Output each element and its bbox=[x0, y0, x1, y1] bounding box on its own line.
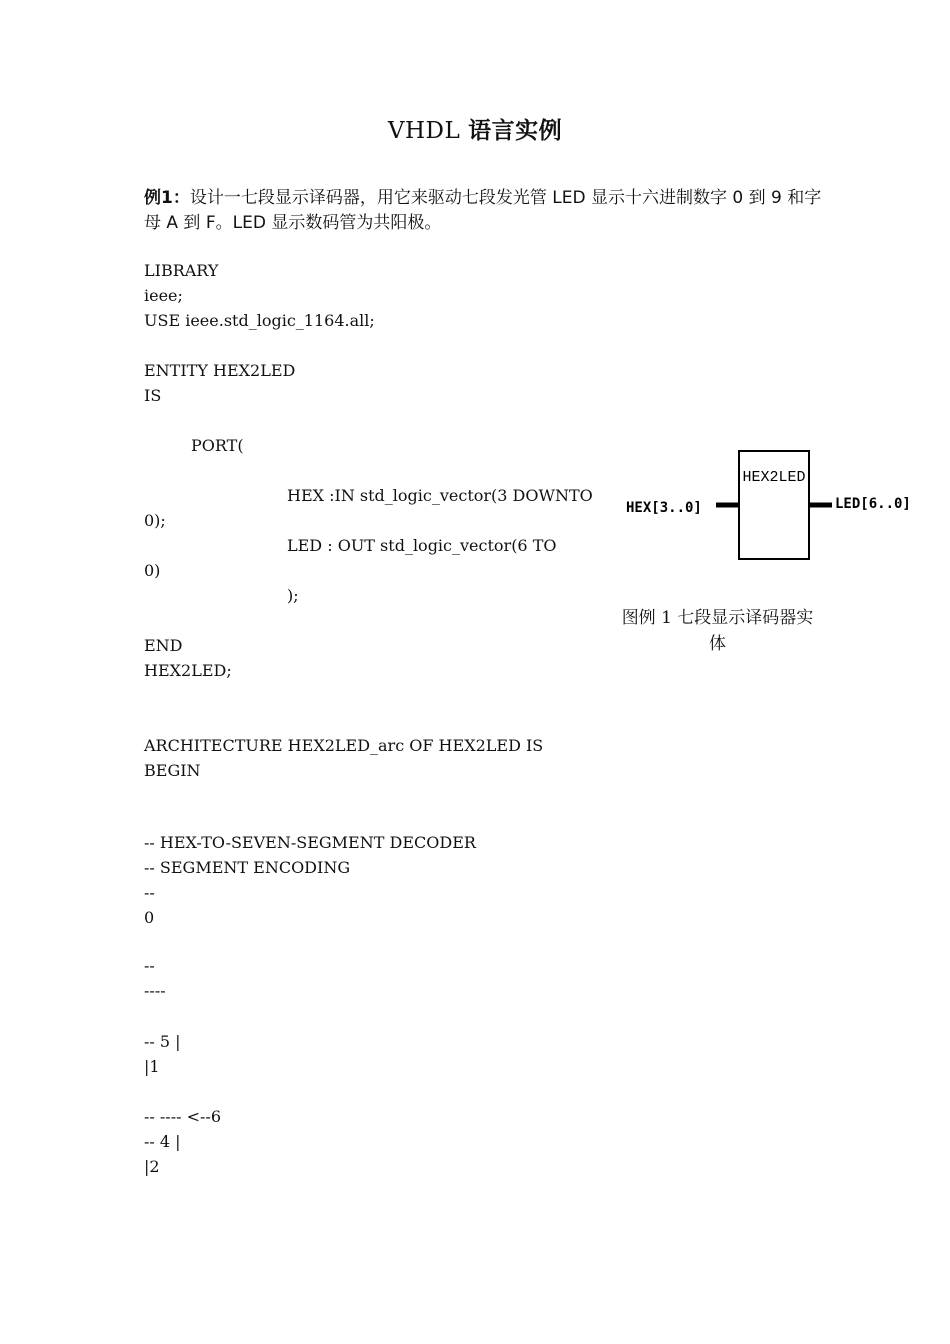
code-line: |1 bbox=[144, 1057, 160, 1076]
output-port-label: LED[6..0] bbox=[835, 496, 911, 512]
code-line: -- ---- <--6 bbox=[144, 1107, 222, 1126]
code-line: ieee; bbox=[144, 286, 183, 305]
code-line: USE ieee.std_logic_1164.all; bbox=[144, 311, 375, 330]
code-line: |2 bbox=[144, 1157, 160, 1176]
code-line: LED : OUT std_logic_vector(6 TO bbox=[287, 536, 557, 555]
intro-paragraph bbox=[144, 186, 824, 236]
code-line: ARCHITECTURE HEX2LED_arc OF HEX2LED IS bbox=[144, 736, 544, 755]
code-line: PORT( bbox=[191, 436, 244, 455]
code-line: 0) bbox=[144, 561, 161, 580]
code-line: -- SEGMENT ENCODING bbox=[144, 858, 351, 877]
code-line: -- bbox=[144, 956, 155, 975]
code-line: HEX2LED; bbox=[144, 661, 232, 680]
code-line: ); bbox=[287, 586, 299, 605]
entity-block-diagram bbox=[622, 445, 932, 570]
figure-caption: 图例 1 七段显示译码器实体 bbox=[621, 608, 814, 654]
code-line: IS bbox=[144, 386, 162, 405]
entity-block bbox=[739, 451, 809, 559]
code-line: LIBRARY bbox=[144, 261, 219, 280]
code-line: -- HEX-TO-SEVEN-SEGMENT DECODER bbox=[144, 833, 476, 852]
title-chinese: 语言实例 bbox=[468, 117, 563, 144]
code-line: 0 bbox=[144, 908, 155, 927]
code-line: -- 5 | bbox=[144, 1032, 181, 1051]
input-port-label: HEX[3..0] bbox=[626, 500, 702, 516]
code-line: END bbox=[144, 636, 183, 655]
code-line: BEGIN bbox=[144, 761, 201, 780]
example-description: 设计一七段显示译码器，用它来驱动七段发光管 LED 显示十六进制数字 0 到 9 和字母 A 到 F。LED 显示数码管为共阳极。 bbox=[144, 188, 822, 233]
code-line: -- bbox=[144, 883, 155, 902]
code-line: ENTITY HEX2LED bbox=[144, 361, 296, 380]
code-line: 0); bbox=[144, 511, 166, 530]
entity-block-label: HEX2LED bbox=[742, 469, 806, 486]
code-line: -- 4 | bbox=[144, 1132, 181, 1151]
code-line: HEX :IN std_logic_vector(3 DOWNTO bbox=[287, 486, 593, 505]
title-latin: VHDL bbox=[387, 118, 461, 144]
example-label: 例1： bbox=[144, 188, 190, 208]
page-title bbox=[0, 116, 950, 146]
code-line: ---- bbox=[144, 981, 166, 1000]
